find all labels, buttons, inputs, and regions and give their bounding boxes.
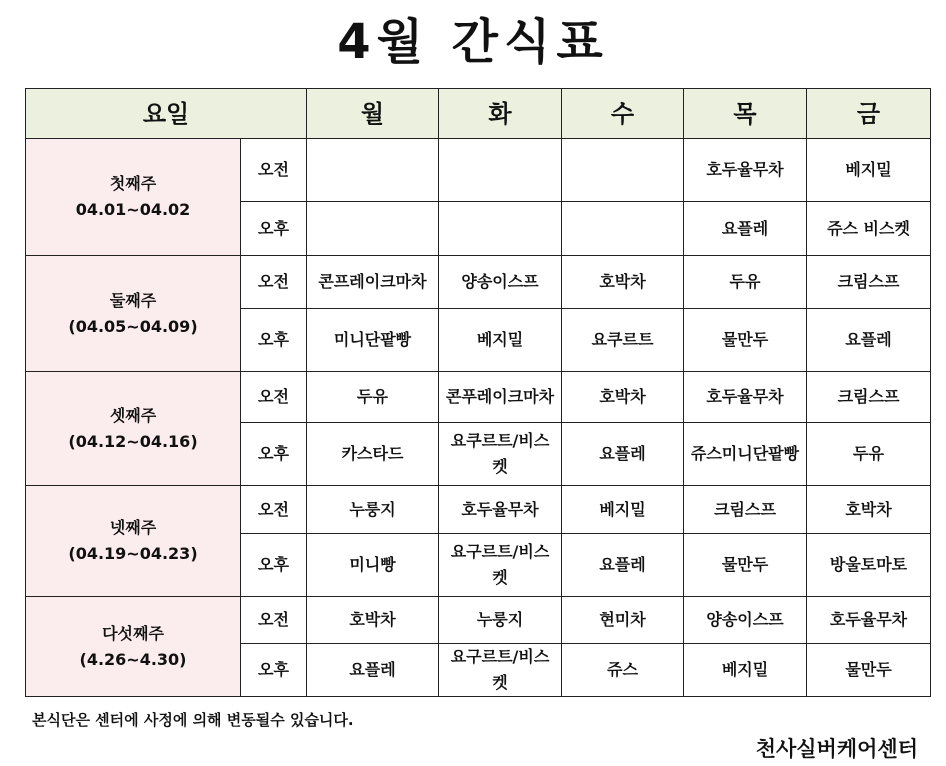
- menu-cell: 두유: [807, 423, 931, 486]
- header-row: [26, 89, 931, 139]
- menu-cell: 베지밀: [684, 644, 807, 697]
- menu-cell: 호박차: [807, 486, 931, 534]
- week-range: (4.26~4.30): [79, 649, 187, 669]
- menu-cell: 요구르트/비스켓: [439, 534, 562, 597]
- week-range: (04.12~04.16): [68, 431, 198, 451]
- menu-cell: 방울토마토: [807, 534, 931, 597]
- menu-cell: 크림스프: [684, 486, 807, 534]
- period-am: 오전: [241, 486, 307, 534]
- organization-name: 천사실버케어센터: [755, 737, 918, 761]
- menu-cell: 현미차: [562, 597, 684, 644]
- menu-cell: 요플레: [307, 644, 439, 697]
- period-pm: 오후: [241, 644, 307, 697]
- day-header: 요일: [26, 89, 307, 139]
- table-row: [26, 139, 931, 202]
- menu-cell: 베지밀: [562, 486, 684, 534]
- menu-cell: [307, 202, 439, 256]
- week-name: 셋째주: [109, 405, 157, 425]
- day-header-fri: 금: [807, 89, 931, 139]
- period-pm: 오후: [241, 423, 307, 486]
- menu-cell: 호박차: [307, 597, 439, 644]
- menu-cell: 두유: [307, 372, 439, 423]
- day-header-tue: 화: [439, 89, 562, 139]
- week-label-cell: [26, 139, 241, 256]
- menu-cell: 두유: [684, 256, 807, 309]
- week-label-cell: [26, 486, 241, 597]
- menu-cell: 크림스프: [807, 372, 931, 423]
- menu-cell: 쥬스미니단팥빵: [684, 423, 807, 486]
- menu-cell: 호두율무차: [439, 486, 562, 534]
- menu-cell: 쥬스: [562, 644, 684, 697]
- page-title: 4월 간식표: [337, 14, 609, 70]
- week-name: 둘째주: [109, 290, 157, 310]
- period-pm: 오후: [241, 309, 307, 372]
- day-header-mon: 월: [307, 89, 439, 139]
- week-label-cell: [26, 256, 241, 372]
- snack-menu-table: [25, 88, 931, 697]
- menu-cell: 베지밀: [439, 309, 562, 372]
- week-range: (04.19~04.23): [68, 544, 198, 563]
- week-name: 다섯째주: [102, 623, 164, 643]
- menu-cell: 양송이스프: [684, 597, 807, 644]
- week-label-cell: [26, 597, 241, 697]
- menu-cell: 누룽지: [439, 597, 562, 644]
- table-row: [26, 486, 931, 534]
- week-range: (04.05~04.09): [68, 316, 198, 336]
- menu-cell: [307, 139, 439, 202]
- table-row: [26, 256, 931, 309]
- menu-cell: 요구르트/비스켓: [439, 644, 562, 697]
- week-range: 04.01~04.02: [75, 200, 191, 219]
- menu-cell: 요쿠르트/비스켓: [439, 423, 562, 486]
- menu-cell: 요플레: [807, 309, 931, 372]
- menu-cell: 미니빵: [307, 534, 439, 597]
- menu-cell: 요플레: [684, 202, 807, 256]
- period-pm: 오후: [241, 534, 307, 597]
- menu-cell: 호두율무차: [684, 139, 807, 202]
- menu-cell: 호두율무차: [684, 372, 807, 423]
- menu-cell: 베지밀: [807, 139, 931, 202]
- period-am: 오전: [241, 139, 307, 202]
- menu-cell: 물만두: [684, 309, 807, 372]
- menu-cell: 쥬스 비스켓: [807, 202, 931, 256]
- menu-cell: 콘프레이크마차: [307, 256, 439, 309]
- period-pm: 오후: [241, 202, 307, 256]
- period-am: 오전: [241, 256, 307, 309]
- menu-cell: 크림스프: [807, 256, 931, 309]
- menu-cell: 콘푸레이크마차: [439, 372, 562, 423]
- menu-cell: 물만두: [684, 534, 807, 597]
- footer-note: 본식단은 센터에 사정에 의해 변동될수 있습니다.: [32, 711, 354, 729]
- week-label-cell: [26, 372, 241, 486]
- menu-cell: [439, 139, 562, 202]
- menu-cell: 호두율무차: [807, 597, 931, 644]
- menu-cell: 요플레: [562, 534, 684, 597]
- menu-cell: 누룽지: [307, 486, 439, 534]
- menu-cell: 카스타드: [307, 423, 439, 486]
- menu-cell: 물만두: [807, 644, 931, 697]
- table-row: [26, 372, 931, 423]
- menu-cell: 호박차: [562, 372, 684, 423]
- table-row: [26, 597, 931, 644]
- menu-cell: [562, 139, 684, 202]
- menu-cell: 호박차: [562, 256, 684, 309]
- week-name: 넷째주: [109, 518, 157, 537]
- menu-cell: 요쿠르트: [562, 309, 684, 372]
- menu-cell: 요플레: [562, 423, 684, 486]
- menu-cell: [439, 202, 562, 256]
- day-header-thu: 목: [684, 89, 807, 139]
- period-am: 오전: [241, 372, 307, 423]
- week-name: 첫째주: [109, 174, 157, 193]
- day-header-wed: 수: [562, 89, 684, 139]
- menu-cell: 미니단팥빵: [307, 309, 439, 372]
- menu-cell: 양송이스프: [439, 256, 562, 309]
- menu-cell: [562, 202, 684, 256]
- period-am: 오전: [241, 597, 307, 644]
